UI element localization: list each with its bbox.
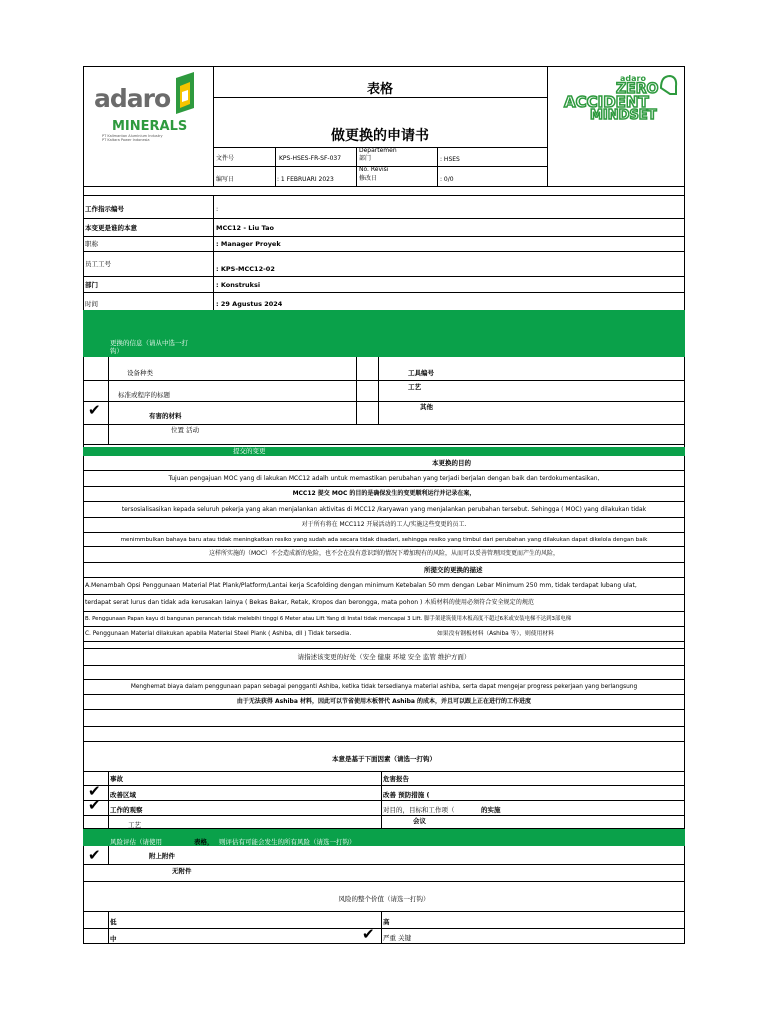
zero-logo-l4: MINDSET — [590, 108, 657, 123]
change-info-title-2: 钩） — [110, 347, 123, 355]
purpose-line: Tujuan pengajuan MOC yang di lakukan MCC12 adalh untuk memastikan perubahan yang terjadi berjalan dengan baik dan terdokumentasikan, — [168, 475, 600, 482]
info-label: 部门 — [85, 281, 98, 289]
zero-accident-logo — [560, 74, 680, 130]
risk-high: 高 — [383, 918, 390, 926]
factors-title: 本意是基于下面因素（请选一打钩） — [332, 755, 436, 763]
change-info-header — [83, 310, 685, 357]
divider — [83, 486, 685, 487]
divider — [83, 292, 685, 293]
risk-attached: 附上附件 — [149, 852, 175, 860]
helmet-icon — [658, 74, 678, 96]
proposed-title: 提交的变更 — [233, 447, 266, 455]
divider — [83, 911, 685, 912]
divider — [83, 517, 685, 518]
date-value: : 1 FEBRUARI 2023 — [277, 176, 334, 183]
description-c2: 如果没有钢板材料（Ashiba 等），则使用材料 — [437, 631, 554, 637]
factor-hazard-report: 危害报告 — [383, 775, 409, 783]
divider — [356, 357, 357, 424]
divider — [83, 928, 685, 929]
risk-header-c: 则评估有可能会发生的所有风险（请选一打钩） — [219, 838, 356, 846]
info-label: 员工工号 — [85, 260, 111, 268]
divider — [83, 864, 685, 865]
divider — [83, 665, 685, 666]
divider — [83, 626, 685, 627]
risk-header — [83, 829, 685, 846]
dept-label-1: Departemen — [359, 147, 397, 154]
divider — [83, 532, 685, 533]
factor-implement: 的实施 — [481, 806, 501, 814]
divider — [83, 679, 685, 680]
purpose-line: MCC12 提交 MOC 的目的是确保发生的变更顺利运行并记录在案， — [292, 490, 476, 497]
factor-accident: 事故 — [110, 775, 123, 783]
purpose-line: 这样所实施的（MOC）不会造成新的危险，也不会在没有意识到的情况下增加现有的风险，从而可以妥善管理因变更而产生的风险， — [208, 550, 560, 557]
purpose-line: menimmbulkan bahaya baru atau tidak meningkatkan resiko yang sudah ada secara tidak disadari, sehingga resiko yang timbul dari perubahan yang dilakukan dapat dikelola dengan baik — [120, 537, 648, 543]
std-title-label: 标准或程序的标题 — [118, 391, 170, 399]
divider — [381, 911, 382, 944]
divider — [83, 709, 685, 710]
benefit-line-2: 由于无法获得 Ashiba 材料，因此可以节省使用木板替代 Ashiba 的成本，并且可以跟上正在进行的工作进度 — [236, 698, 532, 705]
divider — [547, 66, 548, 186]
divider — [83, 785, 685, 786]
info-value[interactable]: : KPS-MCC12-02 — [216, 265, 275, 273]
doc-no-value: KPS-HSES-FR-SF-037 — [279, 155, 342, 162]
adaro-logo — [92, 72, 204, 142]
form-title: 做更换的申请书 — [331, 128, 429, 144]
divider — [83, 380, 685, 381]
risk-low: 低 — [110, 918, 117, 926]
info-value[interactable]: : Manager Proyek — [216, 240, 281, 248]
rev-label-1: No. Revisi — [359, 166, 389, 173]
company-sub: MINERALS — [112, 119, 188, 134]
divider — [437, 147, 438, 186]
divider — [378, 357, 379, 424]
divider — [83, 800, 685, 801]
divider — [381, 771, 382, 828]
info-label: 职称 — [85, 240, 98, 248]
checkmark-icon[interactable]: ✔ — [362, 925, 375, 943]
factor-improve-prevent: 改善 预防措施 ( — [383, 791, 430, 799]
adaro-mark-icon — [172, 72, 198, 116]
divider — [83, 218, 685, 219]
divider — [108, 357, 109, 444]
checkmark-icon[interactable]: ✔ — [88, 796, 101, 814]
divider — [83, 741, 685, 742]
divider — [83, 562, 685, 563]
dept-label-2: 部门 — [359, 155, 372, 162]
divider — [83, 444, 685, 445]
hazmat-label: 有害的材料 — [149, 412, 182, 420]
benefit-title: 请指述该变更的好处（安全 健康 环境 安全 监管 维护方面） — [297, 653, 471, 661]
equipment-type-label: 设备种类 — [127, 369, 153, 377]
company-small2: PT Kaltara Power Indonesia — [102, 138, 150, 142]
dept-value: : HSES — [440, 156, 460, 163]
divider — [83, 577, 685, 578]
divider — [83, 401, 685, 402]
divider — [83, 641, 685, 642]
divider — [83, 594, 685, 595]
risk-header-a: 风险评估（请使用 — [110, 838, 162, 846]
info-value[interactable]: : Konstruksi — [216, 281, 261, 289]
factor-meeting: 会议 — [413, 817, 426, 825]
risk-severe: 严重 关键 — [383, 934, 412, 942]
divider — [83, 611, 685, 612]
divider — [83, 501, 685, 502]
benefit-line-1: Menghemat biaya dalam penggunaan papan sebagai pengganti Ashiba, ketika tidak tersedianya material ashiba, serta dapat mengejar progress pekerjaan yang berlangsung — [130, 684, 638, 690]
divider — [83, 694, 685, 695]
divider — [213, 97, 547, 98]
divider — [83, 424, 685, 425]
divider — [356, 147, 357, 186]
info-label: 工作指示编号 — [85, 205, 124, 213]
divider — [83, 470, 685, 471]
description-b: B. Penggunaan Papan kayu di bangunan perancah tidak melebihi tinggi 6 Meter atau Lift Yang di Instal tidak mencapai 3 Lift. 脚手架建筑使用木板高度不超过6米或安装电梯不达到3部电梯 — [85, 616, 572, 622]
risk-no-attach: 无附件 — [172, 867, 192, 875]
form-word: 表格 — [366, 82, 393, 97]
divider — [83, 881, 685, 882]
risk-total-title: 风险的整个价值（请选一打钩） — [338, 895, 430, 903]
description-a2: terdapat serat lurus dan tidak ada kerusakan lainya ( Bekas Bakar, Retak, Kropos dan berongga, mata pohon ) 木质材料的使用必须符合安全规定的规范 — [85, 599, 535, 606]
checkmark-icon[interactable]: ✔ — [88, 846, 101, 864]
zero-logo-l2: ZERO — [616, 81, 659, 97]
info-label: 本变更是谁的本意 — [85, 224, 137, 232]
factor-improve-area: 改善区域 — [110, 791, 136, 799]
company-name: adaro — [94, 84, 171, 113]
description-c1: C. Penggunaan Material dilakukan apabila Material Steel Plank ( Ashiba, dll ) Tidak tersedia. — [85, 631, 352, 637]
info-label: 时间 — [85, 300, 98, 308]
change-info-title-1: 更换的信息（请从中选一打 — [110, 339, 188, 347]
zero-logo-l3: ACCIDENT — [564, 93, 649, 111]
rev-label-2: 修改日 — [359, 175, 378, 182]
tool-no-label: 工具编号 — [408, 369, 434, 377]
date-label: 编写日 — [216, 176, 235, 183]
purpose-line: tersosialisasikan kepada seluruh pekerja yang akan menjalankan aktivitas di MCC12 /karyawan yang menjalankan perubahan tersebut. Sehingga ( MOC) yang dilakukan tidak — [121, 506, 647, 513]
other-label: 其他 — [420, 403, 433, 411]
doc-no-label: 文件号 — [216, 155, 235, 162]
divider — [83, 771, 685, 772]
divider — [83, 195, 685, 196]
divider — [83, 546, 685, 547]
divider — [83, 276, 685, 277]
company-small1: PT Kalimantan Aluminium Industry — [102, 134, 163, 138]
info-value[interactable]: MCC12 - Liu Tao — [216, 224, 274, 232]
divider — [108, 846, 109, 864]
info-value[interactable]: : 29 Agustus 2024 — [216, 300, 283, 308]
factor-work-observation: 工作的观察 — [110, 806, 143, 814]
location-label: 位置 活动 — [171, 426, 200, 434]
risk-medium: 中 — [110, 935, 117, 943]
divider — [108, 911, 109, 944]
divider — [213, 195, 214, 310]
divider — [83, 251, 685, 252]
checkmark-icon[interactable]: ✔ — [88, 401, 101, 419]
zero-logo-l1: adaro — [620, 74, 646, 83]
purpose-line: 对于所有将在 MCC112 开展活动的工人/实施这些变更的员工. — [301, 521, 467, 528]
divider — [83, 648, 685, 649]
proposed-header — [83, 447, 685, 456]
description-a1: A.Menambah Opsi Penggunaan Material Plat Plank/Platform/Lantai kerja Scafolding dengan minimum Ketebalan 50 mm dengan Lebar Minimum 250 mm, tidak terdapat lubang ulat, — [85, 582, 637, 589]
info-value[interactable]: : — [216, 205, 219, 213]
checkmark-icon[interactable]: ✔ — [88, 782, 101, 800]
divider — [83, 815, 685, 816]
factor-process: 工艺 — [128, 821, 141, 829]
factor-target: 对目的，目标和工作项（ — [383, 806, 455, 814]
divider — [83, 186, 685, 187]
divider — [275, 147, 276, 186]
process-label: 工艺 — [408, 383, 421, 391]
purpose-title: 本更换的目的 — [432, 459, 471, 467]
description-title: 所提交的更换的描述 — [424, 566, 483, 574]
divider — [83, 726, 685, 727]
divider — [108, 771, 109, 828]
divider — [83, 236, 685, 237]
risk-header-b: 表格， — [194, 838, 214, 846]
rev-value: : 0/0 — [440, 176, 454, 183]
